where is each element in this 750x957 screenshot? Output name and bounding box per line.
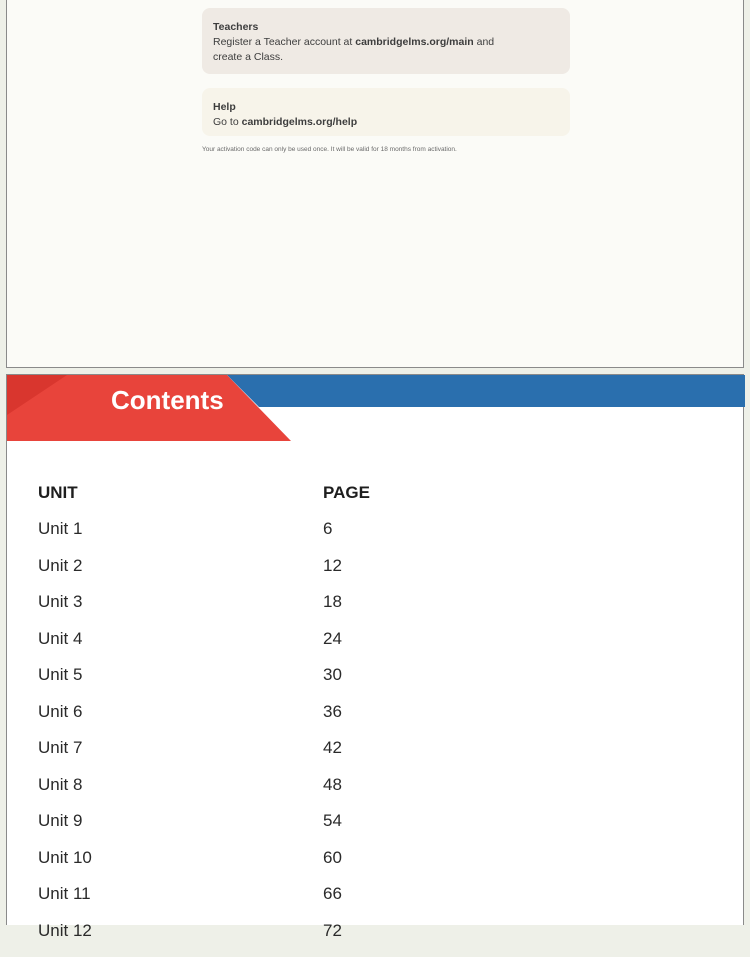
toc-unit: Unit 2 — [38, 556, 82, 576]
toc-page: 42 — [323, 738, 342, 758]
contents-title: Contents — [111, 385, 224, 416]
toc-list — [7, 519, 743, 957]
toc-row[interactable] — [7, 556, 743, 593]
toc-row[interactable] — [7, 702, 743, 739]
teachers-text-suffix: and — [474, 36, 494, 48]
toc-unit: Unit 9 — [38, 811, 82, 831]
toc-unit: Unit 1 — [38, 519, 82, 539]
toc-page: 12 — [323, 556, 342, 576]
toc-unit: Unit 12 — [38, 921, 92, 941]
toc-page: 6 — [323, 519, 332, 539]
toc-unit: Unit 10 — [38, 848, 92, 868]
activation-note: Your activation code can only be used once. It will be valid for 18 months from activation. — [202, 146, 582, 153]
teachers-text-line2: create a Class. — [213, 51, 283, 63]
toc-unit: Unit 3 — [38, 592, 82, 612]
toc-row[interactable] — [7, 811, 743, 848]
teachers-info-box — [202, 8, 570, 74]
help-info-box — [202, 88, 570, 136]
toc-row[interactable] — [7, 884, 743, 921]
toc-row[interactable] — [7, 519, 743, 556]
toc-page: 18 — [323, 592, 342, 612]
toc-row[interactable] — [7, 775, 743, 812]
toc-page: 54 — [323, 811, 342, 831]
toc-unit: Unit 6 — [38, 702, 82, 722]
banner-blue-stripe — [227, 375, 745, 407]
toc-page: 24 — [323, 629, 342, 649]
toc-row[interactable] — [7, 592, 743, 629]
toc-page: 60 — [323, 848, 342, 868]
page-column-header: PAGE — [323, 483, 370, 503]
toc-row[interactable] — [7, 921, 743, 957]
toc-page: 30 — [323, 665, 342, 685]
activation-page — [6, 0, 744, 368]
teachers-link[interactable]: cambridgelms.org/main — [355, 36, 473, 48]
toc-row[interactable] — [7, 665, 743, 702]
help-title: Help — [213, 100, 559, 115]
toc-page: 48 — [323, 775, 342, 795]
help-text-prefix: Go to — [213, 116, 242, 128]
toc-unit: Unit 11 — [38, 884, 91, 904]
toc-unit: Unit 4 — [38, 629, 82, 649]
toc-row[interactable] — [7, 738, 743, 775]
teachers-text-prefix: Register a Teacher account at — [213, 36, 355, 48]
help-link[interactable]: cambridgelms.org/help — [242, 116, 358, 128]
toc-unit: Unit 8 — [38, 775, 82, 795]
toc-unit: Unit 5 — [38, 665, 82, 685]
contents-page — [6, 374, 744, 925]
toc-row[interactable] — [7, 629, 743, 666]
toc-unit: Unit 7 — [38, 738, 82, 758]
toc-page: 66 — [323, 884, 342, 904]
toc-row[interactable] — [7, 848, 743, 885]
toc-page: 36 — [323, 702, 342, 722]
toc-page: 72 — [323, 921, 342, 941]
unit-column-header: UNIT — [38, 483, 78, 503]
teachers-title: Teachers — [213, 20, 559, 35]
